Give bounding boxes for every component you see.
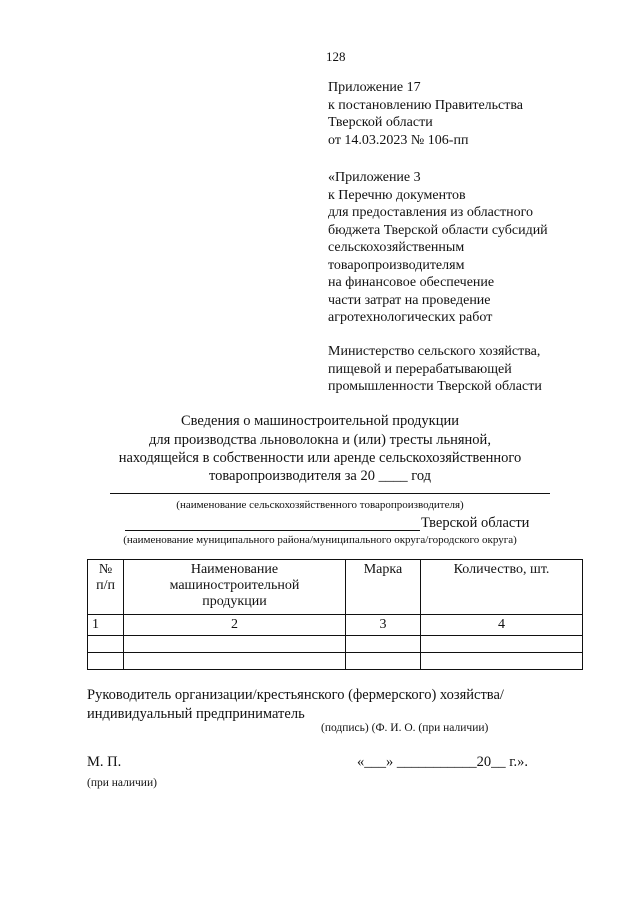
date-line: «___» ___________20__ г.». xyxy=(357,754,529,770)
appendix-17-line: Приложение 17 xyxy=(328,80,421,95)
table-cell xyxy=(88,636,124,653)
table-cell xyxy=(124,636,346,653)
table-cell xyxy=(345,636,420,653)
table-cell xyxy=(421,653,583,670)
ministry-line: Министерство сельского хозяйства, xyxy=(328,344,541,359)
page-number: 128 xyxy=(326,49,346,64)
appendix-17-line: Тверской области xyxy=(328,115,433,130)
table-cell xyxy=(421,636,583,653)
producer-name-line xyxy=(110,493,550,494)
producer-caption: (наименование сельскохозяйственного товаропроизводителя) xyxy=(176,499,464,511)
header-quantity: Количество, шт. xyxy=(421,560,583,615)
appendix-3-line: для предоставления из областного xyxy=(328,205,534,220)
stamp-label: М. П. xyxy=(87,754,122,770)
table-cell: 1 xyxy=(88,615,124,636)
appendix-3-block xyxy=(328,169,548,327)
numbering-row xyxy=(88,615,583,636)
title-line: для производства льноволокна и (или) тресты льняной, xyxy=(149,432,491,448)
table-cell xyxy=(124,653,346,670)
appendix-3-line: сельскохозяйственным xyxy=(328,240,465,255)
ministry-block xyxy=(328,343,542,396)
district-caption: (наименование муниципального района/муниципального округа/городского округа) xyxy=(123,534,517,546)
head-title-line: Руководитель организации/крестьянского (фермерского) хозяйства/ xyxy=(87,687,504,703)
district-name-line xyxy=(125,530,420,531)
ministry-line: промышленности Тверской области xyxy=(328,379,542,394)
header-brand: Марка xyxy=(345,560,420,615)
signature-caption: (подпись) (Ф. И. О. (при наличии) xyxy=(321,722,489,734)
title-line: находящейся в собственности или аренде сельскохозяйственного xyxy=(118,450,522,466)
table-row xyxy=(88,653,583,670)
title-line: Сведения о машиностроительной продукции xyxy=(180,413,459,429)
stamp-note: (при наличии) xyxy=(87,777,157,789)
ministry-line: пищевой и перерабатывающей xyxy=(328,361,512,377)
appendix-3-line: бюджета Тверской области субсидий xyxy=(328,222,548,238)
appendix-17-block xyxy=(328,79,523,149)
appendix-3-line: части затрат на проведение xyxy=(328,292,491,308)
appendix-3-line: агротехнологических работ xyxy=(328,310,493,325)
header-number: № п/п xyxy=(88,560,124,615)
appendix-3-line: к Перечню документов xyxy=(328,187,466,203)
appendix-17-line: к постановлению Правительства xyxy=(328,97,524,113)
appendix-3-line: на финансовое обеспечение xyxy=(328,275,495,290)
table-cell xyxy=(345,653,420,670)
table-cell: 2 xyxy=(124,615,346,636)
table-cell: 3 xyxy=(345,615,420,636)
table-row xyxy=(88,636,583,653)
region-suffix: Тверской области xyxy=(421,515,530,531)
machinery-table xyxy=(87,559,583,670)
head-title-line: индивидуальный предприниматель xyxy=(87,706,305,722)
appendix-17-line: от 14.03.2023 № 106-пп xyxy=(328,132,469,148)
table-cell xyxy=(88,653,124,670)
table-cell: 4 xyxy=(421,615,583,636)
table-header-row xyxy=(88,560,583,615)
header-product-name: Наименование машиностроительной продукции xyxy=(124,560,346,615)
appendix-3-line: «Приложение 3 xyxy=(328,170,421,185)
appendix-3-line: товаропроизводителям xyxy=(328,257,465,273)
title-line: товаропроизводителя за 20 ____ год xyxy=(208,468,432,484)
